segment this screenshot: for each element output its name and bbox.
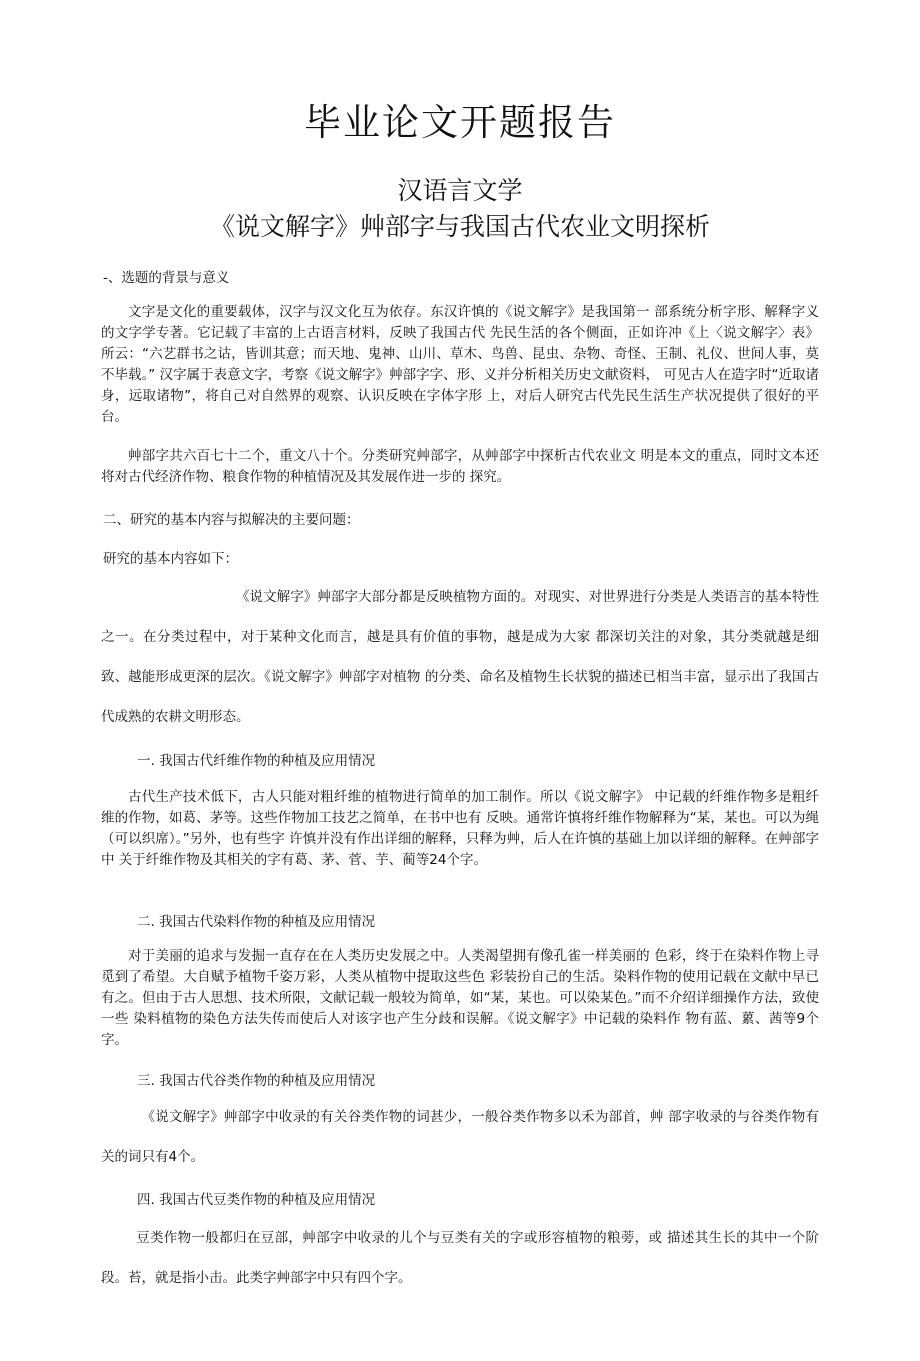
research-content-label: 研究的基本内容如下： (103, 551, 238, 567)
section1-heading: -、选题的背景与意义 (103, 270, 230, 286)
subsection-fiber-crops-paragraph: 古代生产技术低下，古人只能对粗纤维的植物进行简单的加工制作。所以《说文解字》 中记载的纤维作物多是粗纤维的作物，如葛、茅等。这些作物加工技艺之简单，在书中也有 反映。通常许慎将纤维作物解释为“某，某也。可以为绳（可以织席）。”另外，也有些字 许慎并没有作出详细的解释，只释为艸，后人在许慎的基础上加以详细的解释。在艸部字中 关于纤维作物及其相关的字有葛、茅、菅、芋、蔺等24个字。 (101, 789, 819, 868)
section1-paragraph-2: 艸部字共六百七十二个，重文八十个。分类研究艸部字，从艸部字中探析古代农业文 明是本文的重点，同时文本还将对古代经济作物、粮食作物的种植情况及其发展作进一步的 探究。 (101, 448, 819, 485)
subtitle-thesis-topic: 《说文解字》艸部字与我国古代农业文明探析 (209, 212, 710, 241)
section1-paragraph-1: 文字是文化的重要载体，汉字与汉文化互为依存。东汉许慎的《说文解字》是我国第一 部系统分析字形、解释字义的文字学专著。它记载了丰富的上古语言材料，反映了我国古代 先民生活的各个侧面，正如许冲《上〈说文解字〉表》所云：“六艺群书之诂，皆训其意；而天地、鬼神、山川、草木、鸟兽、昆虫、杂物、奇怪、王制、礼仪、世间人事，莫不毕载。” 汉字属于表意文字，考察《说文解字》艸部字字、形、义并分析相关历史文献资料， 可见古人在造字时“近取诸身，远取诸物”，将自己对自然界的观察、认识反映在字体字形 上，对后人研究古代先民生活生产状况提供了很好的平台。 (101, 304, 819, 425)
subsection-dye-crops-paragraph: 对于美丽的追求与发掘一直存在在人类历史发展之中。人类渴望拥有像孔雀一样美丽的 色彩，终于在染料作物上寻觅到了希望。大自赋予植物千姿万彩，人类从植物中提取这些色 彩装扮自己的生活。染料作物的使用记载在文献中早已有之。但由于古人思想、技术所限，文献记载一般较为简单，如“某，某也。可以染某色。”而不介绍详细操作方法，致使一些 染料植物的染色方法失传而使后人对该字也产生分歧和误解。《说文解字》中记载的染料作 物有蓝、蔂、茜等9个字。 (101, 948, 819, 1048)
subtitle-major: 汉语言文学 (397, 176, 523, 205)
subsection-grain-crops-heading: 三. 我国古代谷类作物的种植及应用情况 (137, 1073, 376, 1089)
research-intro-paragraph: 《说文解字》艸部字大部分都是反映植物方面的。对现实、对世界进行分类是人类语言的基本特性之一。在分类过程中，对于某种文化而言，越是具有价值的事物，越是成为大家 都深切关注的对象，其分类就越是细致、越能形成更深的层次。《说文解字》艸部字对植物 的分类、命名及植物生长状貌的描述已相当丰富，显示出了我国古代成熟的农耕文明形态。 (101, 589, 819, 725)
subsection-grain-crops-paragraph: 《说文解字》艸部字中收录的有关谷类作物的词甚少，一般谷类作物多以禾为部首，艸 部字收录的与谷类作物有关的词只有4个。 (101, 1109, 819, 1165)
subsection-legume-crops-paragraph: 豆类作物一般都归在豆部，艸部字中收录的儿个与豆类有关的字或形容植物的粮蒡，或 描述其生长的其中一个阶段。苔，就是指小击。此类字艸部字中只有四个字。 (101, 1230, 819, 1286)
document-title: 毕业论文开题报告 (304, 101, 616, 144)
section2-heading: 二、研究的基本内容与拟解决的主要问题： (103, 512, 360, 528)
subsection-legume-crops-heading: 四. 我国古代豆类作物的种植及应用情况 (137, 1192, 376, 1208)
subsection-fiber-crops-heading: 一. 我国古代纤维作物的种植及应用情况 (137, 753, 376, 769)
subsection-dye-crops-heading: 二. 我国古代染料作物的种植及应用情况 (137, 914, 376, 930)
